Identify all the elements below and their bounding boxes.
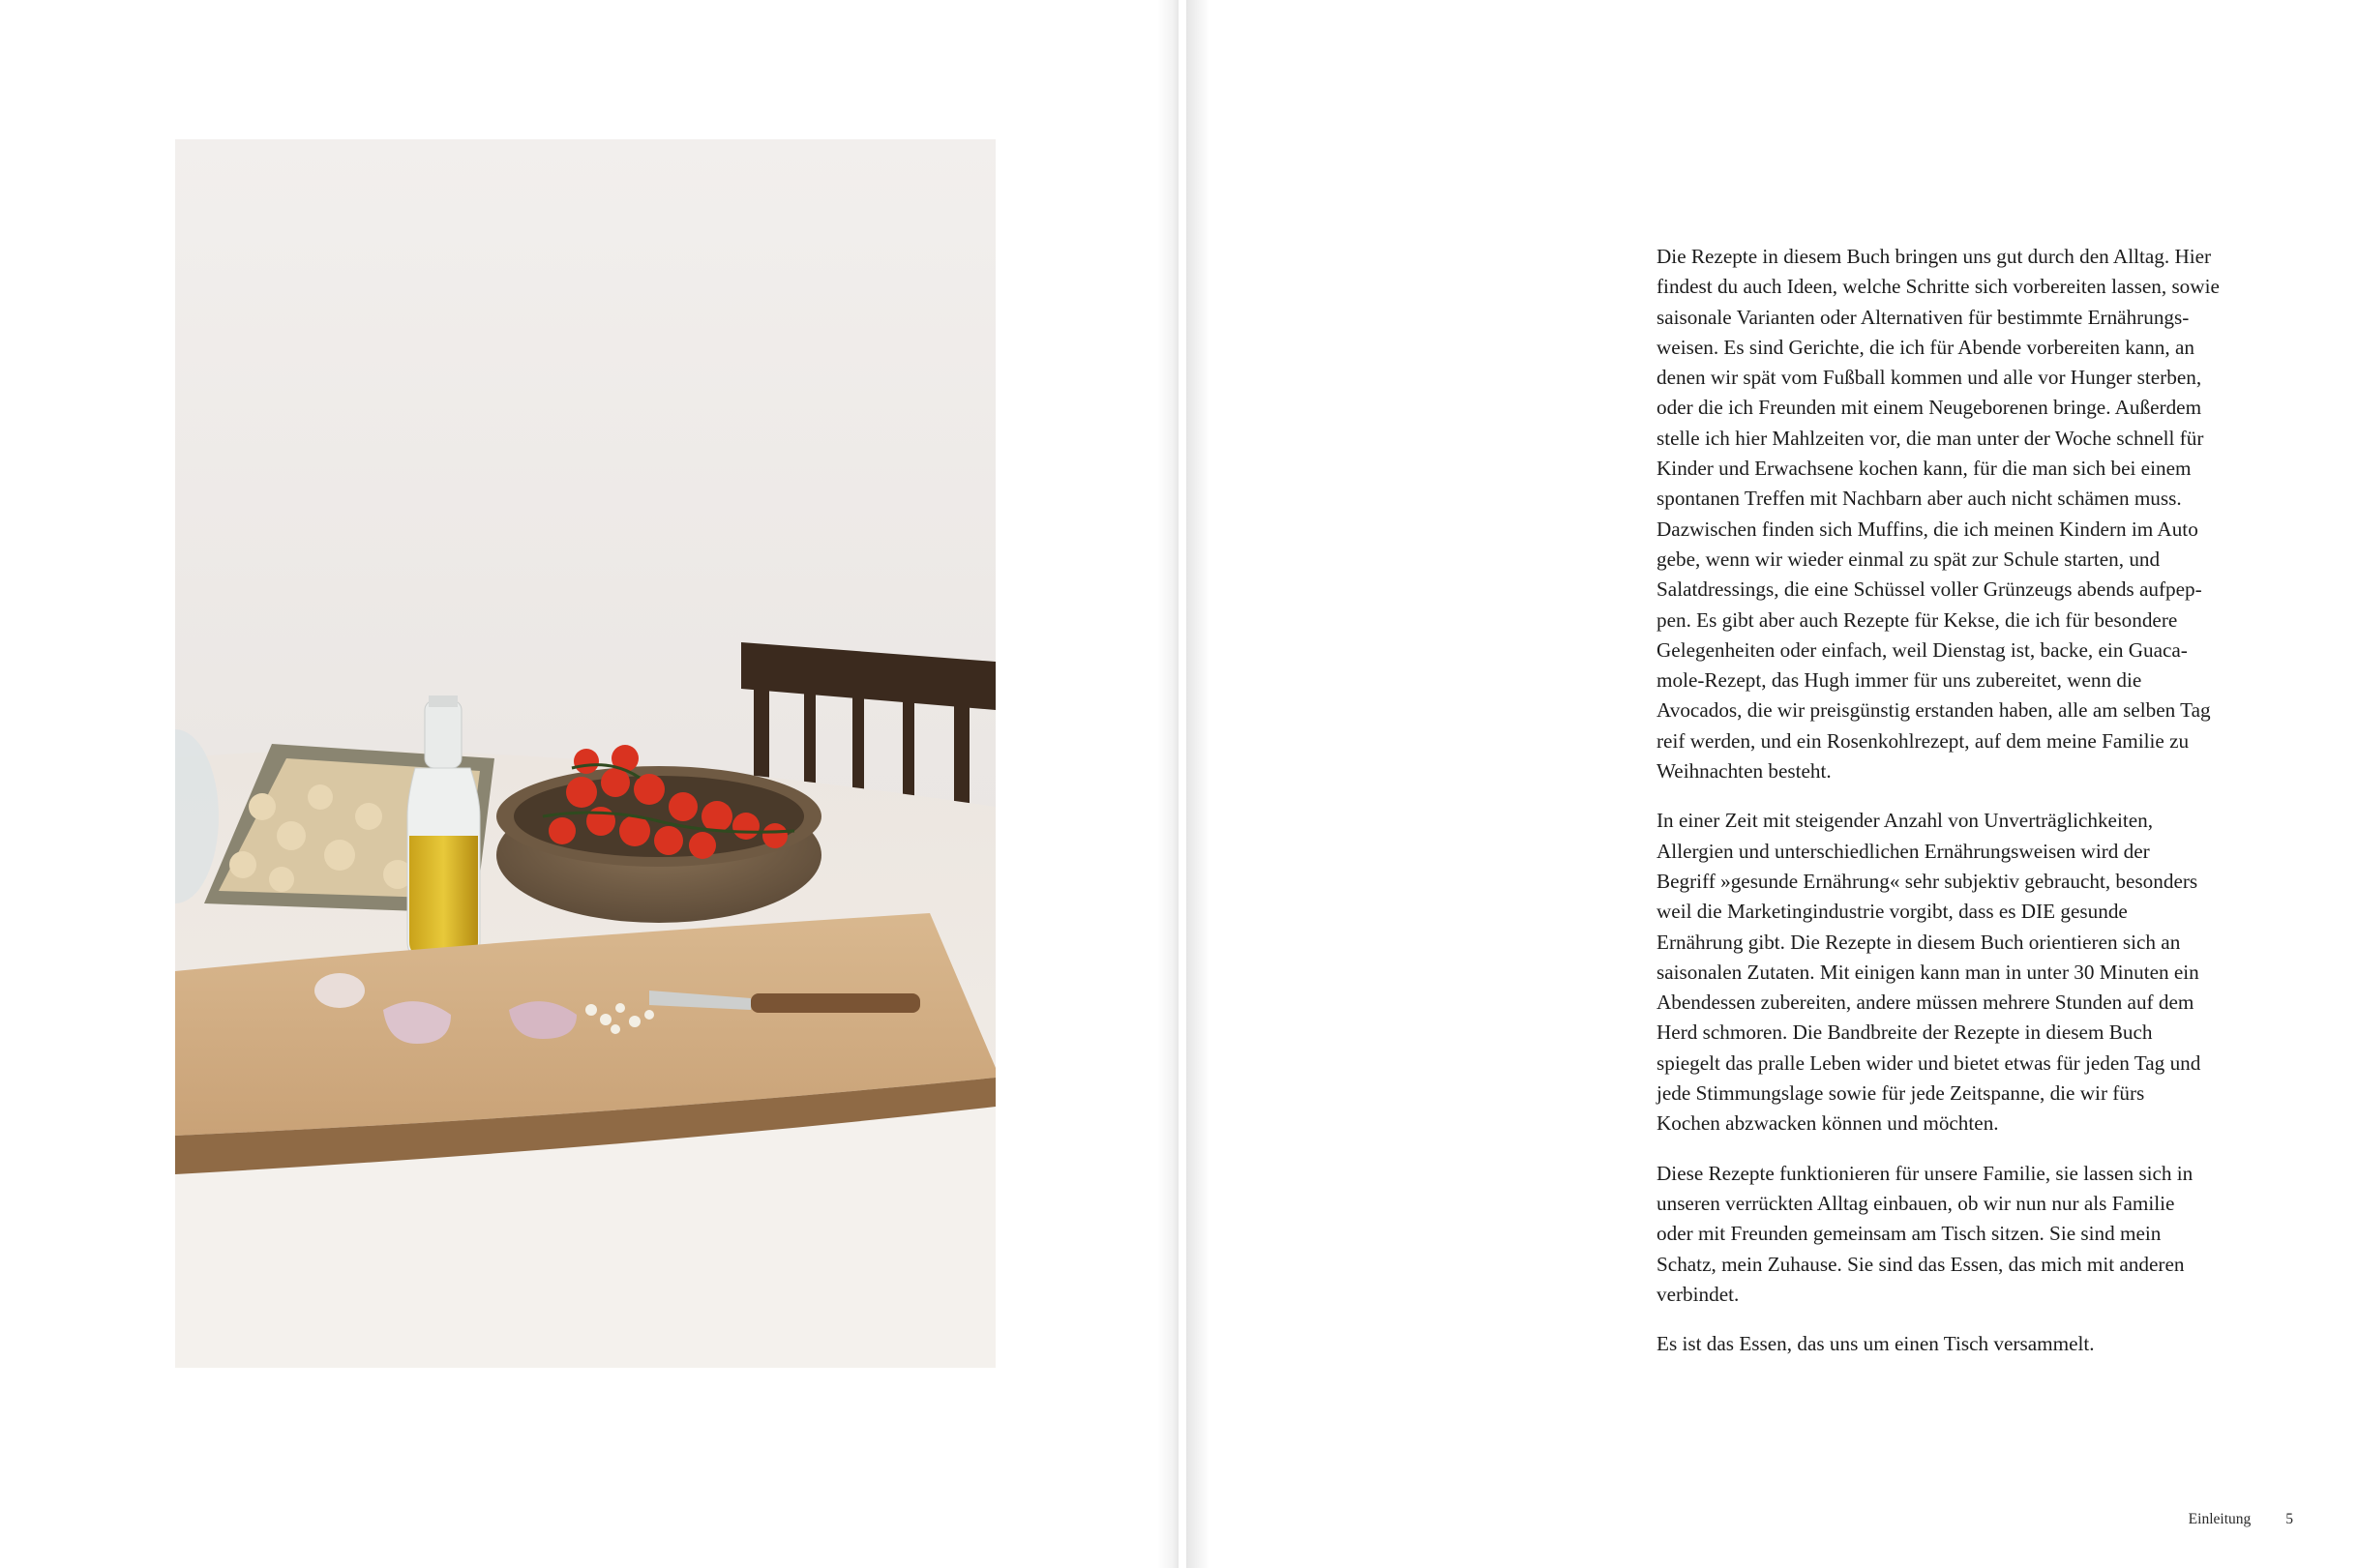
text-line: Es ist das Essen, das uns um einen Tisch versammelt. xyxy=(1657,1332,2095,1356)
text-line: Kinder und Erwachsene kochen kann, für die man sich bei einem xyxy=(1657,457,2192,481)
text-line: findest du auch Ideen, welche Schritte sich vorbereiten lassen, sowie xyxy=(1657,275,2220,299)
text-line: In einer Zeit mit steigender Anzahl von Unverträglichkeiten, xyxy=(1657,809,2154,833)
text-line: Herd schmoren. Die Bandbreite der Rezepte in diesem Buch xyxy=(1657,1021,2153,1045)
text-line: Weihnachten besteht. xyxy=(1657,759,1832,784)
text-line: reif werden, und ein Rosenkohlrezept, auf dem meine Familie zu xyxy=(1657,728,2190,753)
text-line: Allergien und unterschiedlichen Ernährungsweisen wird der xyxy=(1657,839,2150,863)
text-line: unseren verrückten Alltag einbauen, ob wir nun nur als Familie xyxy=(1657,1191,2175,1215)
paragraph-4 xyxy=(1657,1329,2256,1359)
text-line: stelle ich hier Mahlzeiten vor, die man unter der Woche schnell für xyxy=(1657,426,2204,450)
text-line: denen wir spät vom Fußball kommen und alle vor Hunger sterben, xyxy=(1657,366,2202,390)
text-line: Ernährung gibt. Die Rezepte in diesem Buch orientieren sich an xyxy=(1657,930,2181,954)
page-footer xyxy=(2189,1511,2293,1528)
text-line: Schatz, mein Zuhause. Sie sind das Essen, das mich mit anderen xyxy=(1657,1252,2185,1276)
text-line: jede Stimmungslage sowie für jede Zeitspanne, die wir fürs xyxy=(1657,1081,2145,1106)
text-line: Salatdressings, die eine Schüssel voller Grünzeugs abends aufpep- xyxy=(1657,577,2202,602)
text-line: Die Rezepte in diesem Buch bringen uns gut durch den Alltag. Hier xyxy=(1657,245,2212,268)
food-photo xyxy=(175,139,996,1368)
text-line: Diese Rezepte funktionieren für unsere Familie, sie lassen sich in xyxy=(1657,1161,2194,1185)
text-line: Avocados, die wir preisgünstig erstanden haben, alle am selben Tag xyxy=(1657,698,2211,723)
paragraph-1 xyxy=(1657,242,2256,786)
text-line: gebe, wenn wir wieder einmal zu spät zur Schule starten, und xyxy=(1657,547,2161,571)
text-line: Begriff »gesunde Ernährung« sehr subjektiv gebraucht, besonders xyxy=(1657,869,2198,893)
section-title: Einleitung xyxy=(2188,1511,2252,1527)
text-line: Dazwischen finden sich Muffins, die ich meinen Kindern im Auto xyxy=(1657,517,2198,541)
intro-text xyxy=(1657,242,2256,1378)
text-line: Kochen abzwacken können und möchten. xyxy=(1657,1111,1999,1136)
text-line: spiegelt das pralle Leben wider und bietet etwas für jeden Tag und xyxy=(1657,1050,2201,1075)
text-line: Abendessen zubereiten, andere müssen mehrere Stunden auf dem xyxy=(1657,991,2194,1015)
text-line: oder die ich Freunden mit einem Neugeborenen bringe. Außerdem xyxy=(1657,396,2202,420)
gutter-shadow-right xyxy=(1186,0,1209,1568)
paragraph-3 xyxy=(1657,1159,2256,1310)
text-line: weisen. Es sind Gerichte, die ich für Abende vorbereiten kann, an xyxy=(1657,335,2194,359)
food-photo-illustration xyxy=(175,139,996,1368)
text-line: saisonale Varianten oder Alternativen für bestimmte Ernährungs- xyxy=(1657,305,2190,329)
page-number: 5 xyxy=(2285,1511,2293,1527)
text-line: weil die Marketingindustrie vorgibt, dass es DIE gesunde xyxy=(1657,900,2128,924)
text-line: oder mit Freunden gemeinsam am Tisch sitzen. Sie sind mein xyxy=(1657,1222,2162,1246)
text-line: Gelegenheiten oder einfach, weil Dienstag ist, backe, ein Guaca- xyxy=(1657,637,2188,662)
text-line: mole-Rezept, das Hugh immer für uns zubereitet, wenn die xyxy=(1657,668,2142,693)
text-line: pen. Es gibt aber auch Rezepte für Kekse, die ich für besondere xyxy=(1657,607,2178,632)
paragraph-2 xyxy=(1657,806,2256,1139)
text-line: verbindet. xyxy=(1657,1282,1740,1306)
text-line: spontanen Treffen mit Nachbarn aber auch nicht schämen muss. xyxy=(1657,487,2182,511)
text-line: saisonalen Zutaten. Mit einigen kann man in unter 30 Minuten ein xyxy=(1657,960,2199,984)
